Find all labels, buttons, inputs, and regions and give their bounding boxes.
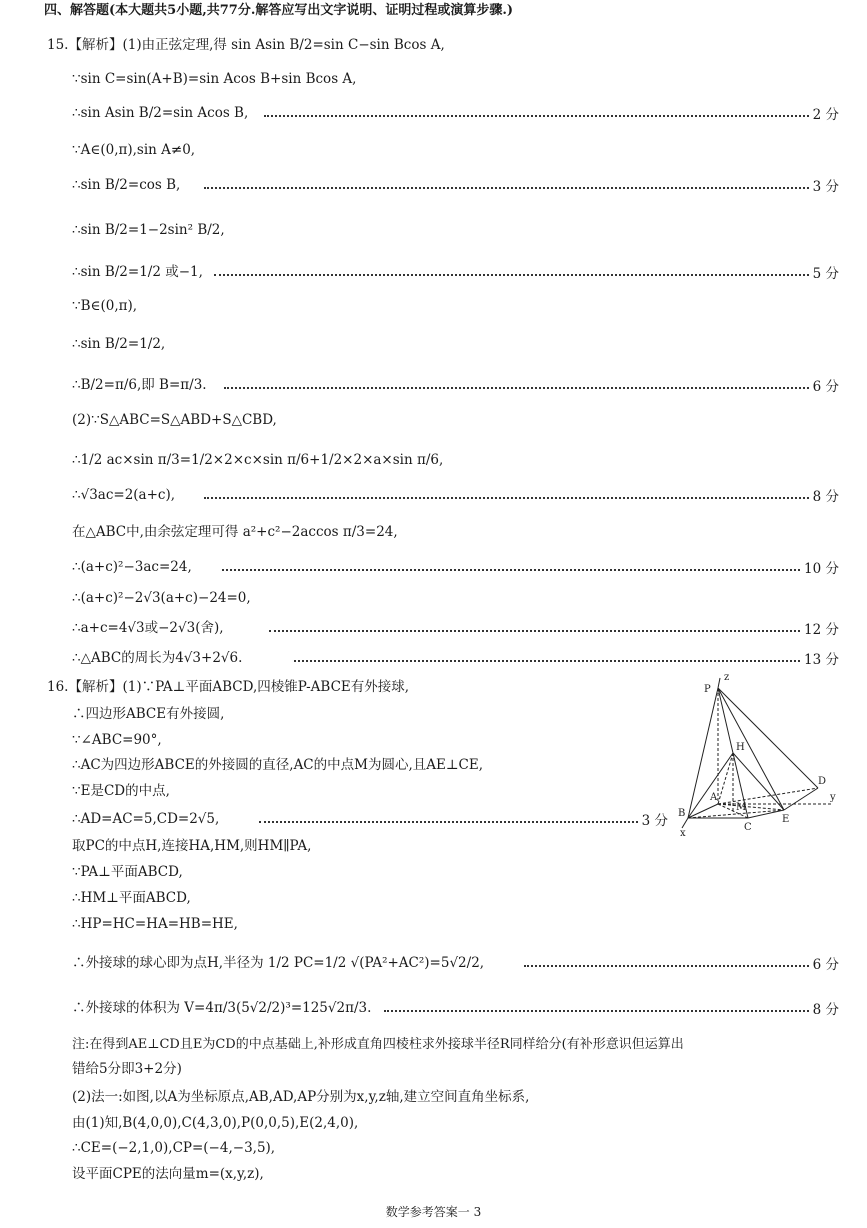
score-label: 8 分	[812, 489, 839, 505]
x-axis-tail	[682, 818, 688, 828]
label-c: C	[744, 822, 752, 833]
q16-line-3: ∵∠ABC=90°,	[72, 732, 162, 748]
label-d: D	[818, 776, 827, 787]
q15-line-2: ∵sin C=sin(A+B)=sin Acos B+sin Bcos A,	[72, 71, 357, 87]
ed-edge	[784, 788, 818, 810]
label-p: P	[704, 684, 711, 695]
score-label: 13 分	[804, 652, 839, 668]
score-label: 3 分	[641, 813, 668, 829]
q15-line-14: 在△ABC中,由余弦定理可得 a²+c²−2accos π/3=24,	[72, 524, 398, 540]
q16-line-6: ∴AD=AC=5,CD=2√5,	[72, 811, 220, 827]
q15-line-17: ∴a+c=4√3或−2√3(舍),	[72, 620, 224, 636]
label-e: E	[782, 814, 790, 825]
q16-line-10: ∴HP=HC=HA=HB=HE,	[72, 916, 238, 932]
q15-score-row-5	[200, 486, 839, 504]
q16-line-12: ∴外接球的体积为 V=4π/3(5√2/2)³=125√2π/3.	[72, 1000, 372, 1016]
page-footer: 数学参考答案一 3	[385, 1205, 482, 1219]
q16-line-1: 16.【解析】(1)∵PA⊥平面ABCD,四棱锥P-ABCE有外接球,	[47, 679, 410, 695]
q15-score-row-6	[218, 558, 839, 576]
q15-line-10: ∴B/2=π/6,即 B=π/3.	[72, 377, 207, 393]
q16-note-1: 注:在得到AE⊥CD且E为CD的中点基础上,补形成直角四棱柱求外接球半径R同样给分(有补形意识但运算出	[72, 1037, 684, 1052]
q15-line-16: ∴(a+c)²−2√3(a+c)−24=0,	[72, 590, 251, 606]
q16-line-13: (2)法一:如图,以A为坐标原点,AB,AD,AP分别为x,y,z轴,建立空间直角坐标系,	[72, 1089, 530, 1105]
q15-line-1: 15.【解析】(1)由正弦定理,得 sin Asin B/2=sin C−sin Bcos A,	[47, 37, 445, 53]
q15-line-7: ∴sin B/2=1/2 或−1,	[72, 264, 203, 280]
q16-score-row-1	[255, 810, 668, 828]
label-h: H	[736, 742, 745, 753]
q15-line-11: (2)∵S△ABC=S△ABD+S△CBD,	[72, 412, 277, 428]
q15-score-row-1	[260, 104, 839, 122]
hb-line	[688, 753, 733, 818]
score-label: 6 分	[812, 957, 839, 973]
q15-line-3: ∴sin Asin B/2=sin Acos B,	[72, 105, 249, 121]
q16-line-8: ∵PA⊥平面ABCD,	[72, 864, 183, 880]
score-label: 3 分	[812, 179, 839, 195]
q15-line-13: ∴√3ac=2(a+c),	[72, 487, 176, 503]
q16-line-4: ∴AC为四边形ABCE的外接圆的直径,AC的中点M为圆心,且AE⊥CE,	[72, 757, 484, 773]
q15-line-9: ∴sin B/2=1/2,	[72, 336, 166, 352]
q15-score-row-2	[200, 176, 839, 194]
label-m: M	[736, 802, 747, 813]
score-label: 10 分	[804, 561, 839, 577]
q15-line-15: ∴(a+c)²−3ac=24,	[72, 559, 192, 575]
ce-edge	[748, 810, 784, 818]
q15-score-row-8	[290, 649, 839, 667]
q15-line-5: ∴sin B/2=cos B,	[72, 177, 181, 193]
q16-score-row-3	[380, 999, 839, 1017]
q16-line-15: ∴CE=(−2,1,0),CP=(−4,−3,5),	[72, 1140, 276, 1156]
q15-line-18: ∴△ABC的周长为4√3+2√6.	[72, 650, 243, 666]
q15-line-8: ∵B∈(0,π),	[72, 298, 138, 314]
q16-line-5: ∵E是CD的中点,	[72, 783, 170, 799]
label-z: z	[724, 672, 730, 683]
score-label: 2 分	[812, 107, 839, 123]
score-label: 8 分	[812, 1002, 839, 1018]
ha-line	[718, 753, 733, 804]
q16-line-9: ∴HM⊥平面ABCD,	[72, 890, 191, 906]
q15-line-6: ∴sin B/2=1−2sin² B/2,	[72, 222, 225, 238]
q16-line-16: 设平面CPE的法向量m=(x,y,z),	[72, 1166, 264, 1182]
pyramid-figure	[670, 670, 840, 840]
q15-score-row-3	[210, 263, 839, 281]
label-y: y	[830, 792, 836, 803]
score-label: 5 分	[812, 266, 839, 282]
q15-score-row-7	[265, 619, 839, 637]
label-b: B	[678, 808, 686, 819]
score-label: 6 分	[812, 379, 839, 395]
q16-line-14: 由(1)知,B(4,0,0),C(4,3,0),P(0,0,5),E(2,4,0),	[72, 1115, 359, 1131]
q15-line-12: ∴1/2 ac×sin π/3=1/2×2×c×sin π/6+1/2×2×a×sin π/6,	[72, 452, 444, 468]
label-x: x	[680, 828, 686, 839]
pe-edge	[718, 688, 784, 810]
q16-score-row-2	[520, 954, 839, 972]
q15-score-row-4	[220, 376, 839, 394]
q15-line-4: ∵A∈(0,π),sin A≠0,	[72, 142, 196, 158]
section-header: 四、解答题(本大题共5小题,共77分.解答应写出文字说明、证明过程或演算步骤.)	[44, 3, 514, 18]
z-axis-line	[718, 678, 720, 688]
q16-note-2: 错给5分即3+2分)	[72, 1061, 182, 1077]
label-a: A	[710, 792, 718, 803]
score-label: 12 分	[804, 622, 839, 638]
q16-line-2: ∴四边形ABCE有外接圆,	[72, 706, 225, 722]
q16-line-7: 取PC的中点H,连接HA,HM,则HM∥PA,	[72, 838, 312, 854]
q16-line-11: ∴外接球的球心即为点H,半径为 1/2 PC=1/2 √(PA²+AC²)=5√2/2,	[72, 955, 485, 971]
